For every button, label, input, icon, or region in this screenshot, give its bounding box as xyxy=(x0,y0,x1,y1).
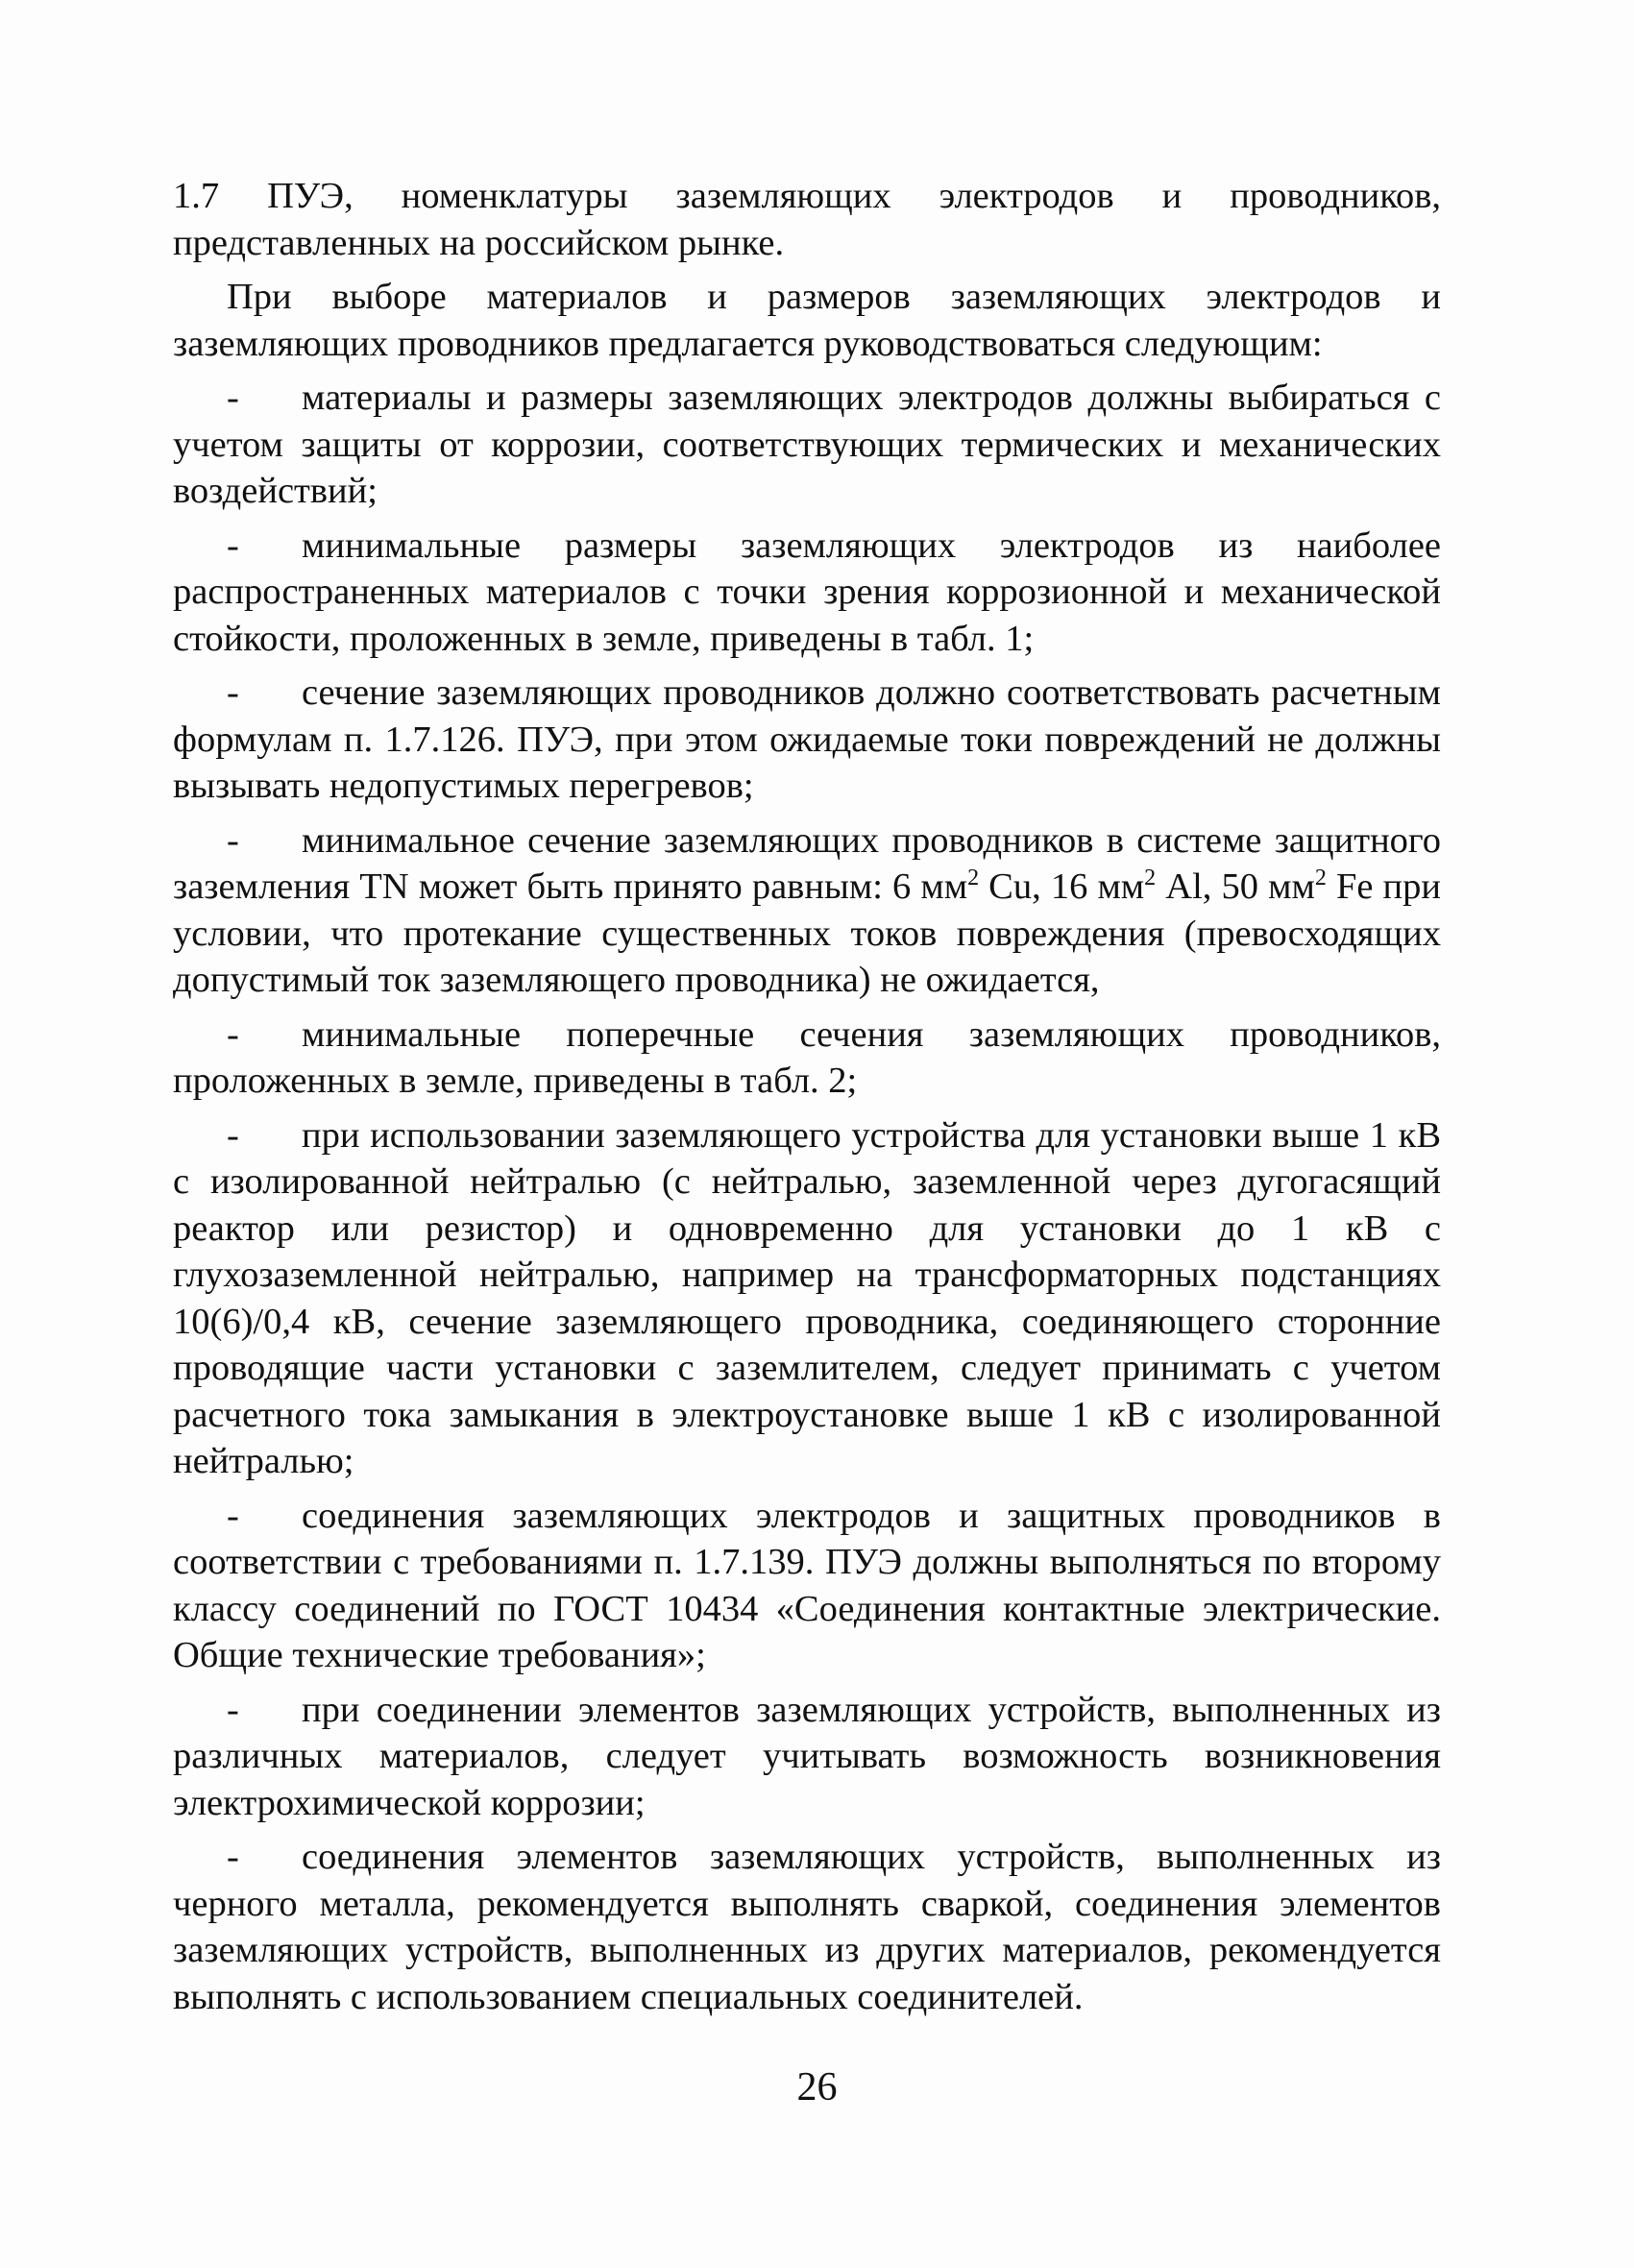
list-dash: - xyxy=(227,819,239,861)
superscript: 2 xyxy=(1144,866,1157,891)
list-item-text: при соединении элементов заземляющих устройств, выполненных из различных материалов, следует учитывать возможность возникновения электрохимической коррозии; xyxy=(173,1689,1441,1823)
list-item-text: материалы и размеры заземляющих электродов должны выбираться с учетом защиты от коррозии, соответствующих термических и механических воздействий; xyxy=(173,378,1441,511)
list-item-text-part: Cu, 16 мм xyxy=(979,866,1145,907)
page-number: 26 xyxy=(796,2065,838,2109)
list-item-text-part: Al, 50 мм xyxy=(1156,866,1315,907)
list-item-1 xyxy=(173,375,1441,515)
body-text xyxy=(173,173,1441,2020)
list-item-3 xyxy=(173,670,1441,810)
list-dash: - xyxy=(227,378,239,418)
list-item-9 xyxy=(173,1834,1441,2020)
list-item-text-part: Fe при условии, что протекание существенных токов повреждения (превосходящих допустимый ток заземляющего проводника) не ожидается, xyxy=(173,866,1442,1000)
list-item-text: минимальные поперечные сечения заземляющих проводников, проложенных в земле, приведены в табл. 2; xyxy=(173,1013,1441,1101)
list-item-text: минимальные размеры заземляющих электродов из наиболее распространенных материалов с точки зрения коррозионной и механической стойкости, проложенных в земле, приведены в табл. 1; xyxy=(173,524,1441,659)
list-item-7 xyxy=(173,1493,1441,1679)
list-dash: - xyxy=(227,1114,239,1156)
list-item-text-part: минимальное сечение заземляющих проводников в системе защитного заземления TN может быть принято равным: 6 мм xyxy=(173,819,1441,907)
list-item-text: соединения элементов заземляющих устройств, выполненных из черного металла, рекомендуется выполнять сваркой, соединения элементов заземляющих устройств, выполненных из других материалов, рекомендуется выполнять с использованием специальных соединителей. xyxy=(173,1837,1441,2017)
list-dash: - xyxy=(227,672,239,713)
list-item-2 xyxy=(173,523,1441,663)
list-item-text: сечение заземляющих проводников должно соответствовать расчетным формулам п. 1.7.126. ПУЭ, при этом ожидаемые токи повреждений не должны вызывать недопустимых перегревов; xyxy=(173,672,1441,806)
intro-paragraph: 1.7 ПУЭ, номенклатуры заземляющих электродов и проводников, представленных на российском рынке. xyxy=(173,176,1441,263)
list-item-5 xyxy=(173,1012,1441,1105)
list-item-text: при использовании заземляющего устройства для установки выше 1 кВ с изолированной нейтралью (с нейтралью, заземленной через дугогасящий реактор или резистор) и одновременно для установки до 1 кВ с глухозаземленной нейтралью, например на трансформаторных подстанциях 10(6)/0,4 кВ, сечение заземляющего проводника, соединяющего сторонние проводящие части установки с заземлителем, следует принимать с учетом расчетного тока замыкания в электроустановке выше 1 кВ с изолированной нейтралью; xyxy=(173,1114,1441,1481)
superscript: 2 xyxy=(1314,866,1327,891)
list-dash: - xyxy=(227,524,239,566)
list-dash: - xyxy=(227,1689,239,1730)
list-item-text: соединения заземляющих электродов и защитных проводников в соответствии с требованиями п. 1.7.139. ПУЭ должны выполняться по второму классу соединений по ГОСТ 10434 «Соединения контактные электрические. Общие технические требования»; xyxy=(173,1495,1441,1675)
list-item-4 xyxy=(173,817,1441,1004)
list-dash: - xyxy=(227,1837,239,1877)
list-item-8 xyxy=(173,1687,1441,1827)
list-dash: - xyxy=(227,1495,239,1536)
lead-paragraph: При выборе материалов и размеров заземляющих электродов и заземляющих проводников предлагается руководствоваться следующим: xyxy=(173,277,1441,364)
list-dash: - xyxy=(227,1013,239,1055)
superscript: 2 xyxy=(967,866,980,891)
list-item-6 xyxy=(173,1112,1441,1485)
